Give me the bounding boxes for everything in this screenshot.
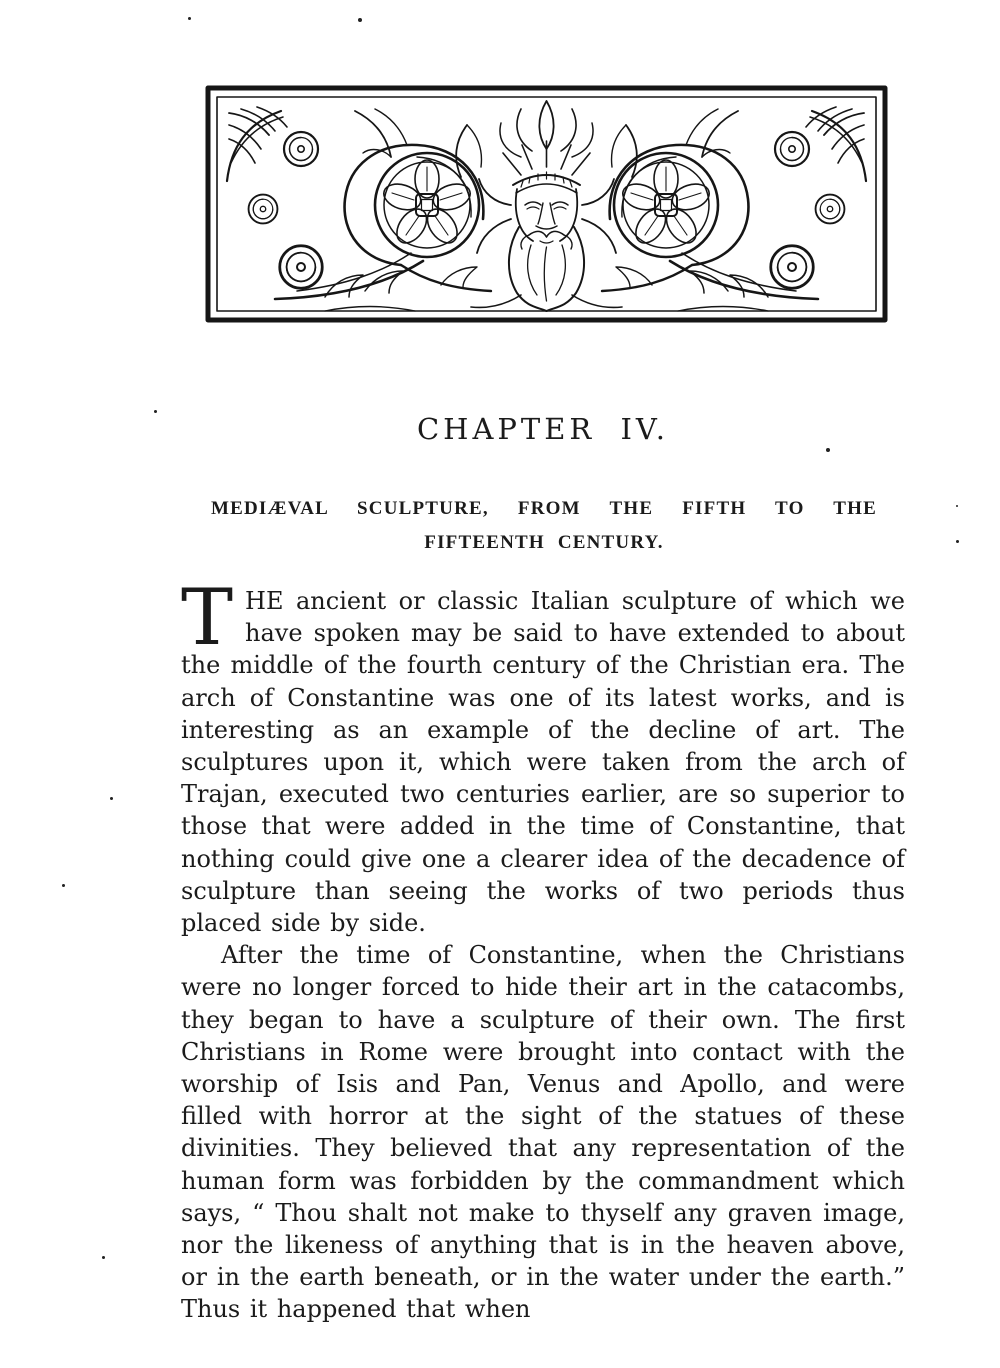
- scan-speck: [956, 540, 959, 543]
- paragraph-2: [181, 939, 905, 1325]
- scan-speck: [956, 505, 958, 507]
- paragraph-1-text: ancient or classic Italian sculpture of which we have spoken may be said to have extended to about the middle of the fourth century of the Christian era. The arch of Constantine was one of its latest works, and is interesting as an example of the decline of art. The sculptures upon it, which were taken from the arch of Trajan, executed two centuries earlier, are so superior to those that were added in the time of Constantine, that nothing could give one a clearer idea of the decadence of sculpture than seeing the works of two periods thus placed side by side.: [181, 587, 905, 938]
- scan-speck: [826, 448, 830, 452]
- paragraph-2-text: After the time of Constantine, when the Christians were no longer forced to hide their art in the catacombs, they began to have a sculpture of their own. The first Christians in Rome were brought into contact with the worship of Isis and Pan, Venus and Apollo, and were filled with horror at the sight of the statues of these divinities. They believed that any representation of the human form was forbidden by the commandment which says, “ Thou shalt not make to thyself any graven image, nor the likeness of anything that is in the heaven above, or in the earth beneath, or in the water under the earth.” Thus it happened that when: [181, 941, 905, 1324]
- mask-face-icon: [471, 101, 622, 311]
- chapter-title: CHAPTER IV.: [416, 412, 670, 446]
- page-body: [181, 573, 905, 1326]
- paragraph-1: [181, 573, 905, 939]
- drop-cap: T: [181, 573, 234, 663]
- headpiece-engraving-icon: [205, 85, 888, 323]
- scan-speck: [110, 797, 113, 800]
- lead-caps: HE: [245, 587, 284, 615]
- scan-speck: [102, 1256, 105, 1259]
- scan-speck: [188, 17, 191, 20]
- ornamental-headpiece: [205, 85, 888, 323]
- subtitle-line-1: MEDIÆVAL SCULPTURE, FROM THE FIFTH TO THE: [211, 498, 877, 519]
- chapter-subtitle: [211, 492, 877, 560]
- scan-speck: [358, 18, 362, 22]
- subtitle-line-2: FIFTEENTH CENTURY.: [424, 532, 664, 553]
- scan-speck: [62, 884, 65, 887]
- scan-speck: [154, 410, 157, 413]
